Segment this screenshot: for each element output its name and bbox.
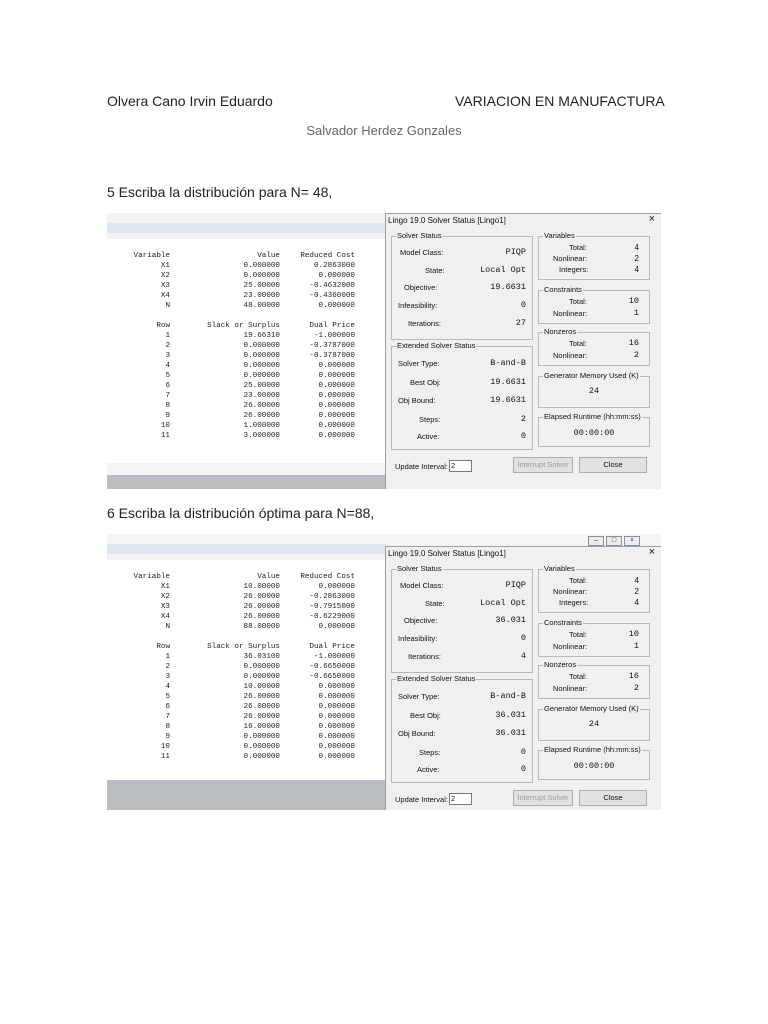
- variable-value: 88.00000: [243, 623, 280, 631]
- reduced-cost-value: 0.000000: [318, 623, 355, 631]
- row-number: 8: [165, 402, 170, 410]
- nonzeros-nonlinear-value: 2: [633, 683, 639, 693]
- slack-value: 25.00000: [243, 382, 280, 390]
- dialog-title: Lingo 19.0 Solver Status [Lingo1]: [388, 216, 506, 225]
- active-value: 0: [520, 764, 526, 774]
- close-button[interactable]: Close: [579, 790, 647, 806]
- iterations-label: Iterations:: [408, 652, 441, 661]
- state-label: State:: [425, 266, 445, 275]
- nonzeros-group: [538, 660, 650, 699]
- model-class-label: Model Class:: [400, 248, 444, 257]
- variable-value: 48.00000: [243, 302, 280, 310]
- solver-status-group: [391, 564, 533, 673]
- row-number: 7: [165, 713, 170, 721]
- slack-value: 0.000000: [243, 352, 280, 360]
- model-class-value: PIQP: [505, 247, 526, 257]
- variables-nonlinear-label: Nonlinear:: [553, 587, 588, 596]
- slack-value: 23.00000: [243, 392, 280, 400]
- slack-value: 0.000000: [243, 673, 280, 681]
- group-label: Constraints: [544, 285, 582, 294]
- solver-type-value: B-and-B: [490, 691, 526, 701]
- variable-row: [107, 602, 385, 612]
- group-label: Solver Status: [397, 231, 442, 240]
- variable-value: 0.000000: [243, 262, 280, 270]
- elapsed-runtime-value: 00:00:00: [573, 761, 615, 771]
- best-obj-label: Best Obj:: [410, 378, 441, 387]
- close-icon[interactable]: ×: [648, 546, 655, 558]
- nonzeros-total-value: 16: [628, 338, 639, 348]
- dual-price-value: 0.000000: [318, 372, 355, 380]
- slack-value: 19.66310: [243, 332, 280, 340]
- steps-value: 0: [520, 747, 526, 757]
- variable-name: X4: [160, 613, 170, 621]
- reduced-cost-value: 0.2863000: [313, 262, 355, 270]
- variables-integers-label: Integers:: [559, 598, 589, 607]
- constraints-total-label: Total:: [569, 297, 587, 306]
- constraint-row: [107, 732, 385, 742]
- close-icon[interactable]: ×: [624, 536, 640, 546]
- constraint-row: [107, 652, 385, 662]
- constraint-row: [107, 411, 385, 421]
- steps-label: Steps:: [419, 415, 441, 424]
- constraints-nonlinear-value: 1: [633, 308, 639, 318]
- dual-price-column-header: Dual Price: [309, 322, 355, 330]
- dual-price-value: -0.3787000: [309, 342, 355, 350]
- nonzeros-group: [538, 327, 650, 366]
- screenshot-n48: [107, 213, 661, 489]
- solution-report: [107, 239, 385, 463]
- group-label: Elapsed Runtime (hh:mm:ss): [544, 412, 641, 421]
- nonzeros-total-label: Total:: [569, 672, 587, 681]
- generator-memory-group: [538, 371, 650, 408]
- objective-label: Objective:: [404, 616, 438, 625]
- constraint-row: [107, 351, 385, 361]
- constraint-row: [107, 401, 385, 411]
- group-label: Extended Solver Status: [397, 341, 476, 350]
- group-label: Generator Memory Used (K): [544, 371, 639, 380]
- variable-value: 0.000000: [243, 272, 280, 280]
- row-number: 1: [165, 653, 170, 661]
- variables-integers-value: 4: [634, 265, 639, 274]
- slack-value: 26.00000: [243, 693, 280, 701]
- group-label: Variables: [544, 231, 575, 240]
- group-label: Variables: [544, 564, 575, 573]
- row-number: 11: [160, 432, 170, 440]
- row-number: 3: [165, 673, 170, 681]
- student-name: Olvera Cano Irvin Eduardo: [107, 93, 273, 109]
- variable-value: 25.00000: [243, 282, 280, 290]
- group-label: Nonzeros: [544, 660, 577, 669]
- variable-column-header: Variable: [133, 252, 170, 260]
- dual-price-value: -0.6650000: [309, 673, 355, 681]
- active-label: Active:: [417, 432, 440, 441]
- variable-name: X1: [160, 583, 170, 591]
- best-obj-value: 36.031: [495, 710, 526, 720]
- nonzeros-total-value: 16: [628, 671, 639, 681]
- variable-row: [107, 612, 385, 622]
- variable-header-row: [107, 572, 385, 582]
- dual-price-value: 0.000000: [318, 362, 355, 370]
- constraint-row: [107, 712, 385, 722]
- update-interval-input[interactable]: 2: [449, 460, 472, 472]
- iterations-label: Iterations:: [408, 319, 441, 328]
- variables-group: [538, 231, 650, 280]
- reduced-cost-value: 0.000000: [318, 583, 355, 591]
- row-number: 10: [160, 743, 170, 751]
- variable-name: X2: [160, 593, 170, 601]
- elapsed-runtime-value: 00:00:00: [573, 428, 615, 438]
- teacher-name: Salvador Herdez Gonzales: [306, 123, 462, 138]
- constraint-row: [107, 662, 385, 672]
- infeasibility-label: Infeasibility:: [398, 634, 438, 643]
- constraint-row: [107, 431, 385, 441]
- slack-column-header: Slack or Surplus: [207, 322, 280, 330]
- row-number: 9: [165, 412, 170, 420]
- interrupt-solver-button[interactable]: Interrupt Solver: [513, 790, 573, 806]
- slack-value: 16.00000: [243, 723, 280, 731]
- objective-label: Objective:: [404, 283, 438, 292]
- constraints-group: [538, 618, 650, 657]
- dual-price-value: -1.000000: [313, 332, 355, 340]
- group-label: Nonzeros: [544, 327, 577, 336]
- dual-price-value: 0.000000: [318, 703, 355, 711]
- row-number: 6: [165, 382, 170, 390]
- window-controls: [588, 536, 640, 546]
- solution-report: [107, 560, 385, 784]
- slack-value: 36.03100: [243, 653, 280, 661]
- slack-value: 26.00000: [243, 412, 280, 420]
- row-number: 5: [165, 693, 170, 701]
- obj-bound-value: 19.6631: [490, 395, 526, 405]
- constraints-total-label: Total:: [569, 630, 587, 639]
- dual-price-column-header: Dual Price: [309, 643, 355, 651]
- variable-name: N: [165, 623, 170, 631]
- constraint-row: [107, 752, 385, 762]
- variable-name: X1: [160, 262, 170, 270]
- dual-price-value: 0.000000: [318, 713, 355, 721]
- row-number: 2: [165, 663, 170, 671]
- group-label: Extended Solver Status: [397, 674, 476, 683]
- slack-value: 0.000000: [243, 663, 280, 671]
- solver-status-group: [391, 231, 533, 340]
- reduced-cost-value: 0.000000: [318, 302, 355, 310]
- slack-value: 0.000000: [243, 743, 280, 751]
- value-column-header: Value: [257, 252, 280, 260]
- update-interval-label: Update Interval:: [395, 795, 448, 804]
- dual-price-value: 0.000000: [318, 402, 355, 410]
- slack-value: 26.00000: [243, 402, 280, 410]
- active-value: 0: [520, 431, 526, 441]
- constraint-row: [107, 672, 385, 682]
- row-column-header: Row: [156, 643, 170, 651]
- reduced-cost-value: -0.6229000: [309, 613, 355, 621]
- value-column-header: Value: [257, 573, 280, 581]
- group-label: Generator Memory Used (K): [544, 704, 639, 713]
- elapsed-runtime-group: [538, 745, 650, 780]
- group-label: Solver Status: [397, 564, 442, 573]
- slack-column-header: Slack or Surplus: [207, 643, 280, 651]
- variable-value: 26.00000: [243, 603, 280, 611]
- dual-price-value: 0.000000: [318, 693, 355, 701]
- constraint-row: [107, 361, 385, 371]
- variables-group: [538, 564, 650, 613]
- course-title: VARIACION EN MANUFACTURA: [455, 93, 665, 109]
- best-obj-label: Best Obj:: [410, 711, 441, 720]
- model-class-value: PIQP: [505, 580, 526, 590]
- dual-price-value: -0.6650000: [309, 663, 355, 671]
- infeasibility-value: 0: [520, 633, 526, 643]
- constraint-row: [107, 371, 385, 381]
- constraints-nonlinear-label: Nonlinear:: [553, 642, 588, 651]
- reduced-cost-column-header: Reduced Cost: [300, 252, 355, 260]
- title-band: [107, 223, 387, 233]
- row-header-row: [107, 642, 385, 652]
- reduced-cost-value: -0.4632000: [309, 282, 355, 290]
- dual-price-value: 0.000000: [318, 723, 355, 731]
- state-value: Local Opt: [480, 598, 526, 608]
- slack-value: 0.000000: [243, 753, 280, 761]
- row-number: 8: [165, 723, 170, 731]
- variable-row: [107, 281, 385, 291]
- slack-value: 0.000000: [243, 733, 280, 741]
- slack-value: 0.000000: [243, 372, 280, 380]
- variable-name: X2: [160, 272, 170, 280]
- row-number: 2: [165, 342, 170, 350]
- nonzeros-total-label: Total:: [569, 339, 587, 348]
- variable-value: 26.00000: [243, 613, 280, 621]
- infeasibility-value: 0: [520, 300, 526, 310]
- constraint-row: [107, 722, 385, 732]
- solver-type-label: Solver Type:: [398, 359, 440, 368]
- slack-value: 3.000000: [243, 432, 280, 440]
- row-header-row: [107, 321, 385, 331]
- constraint-row: [107, 742, 385, 752]
- dual-price-value: 0.000000: [318, 422, 355, 430]
- state-value: Local Opt: [480, 265, 526, 275]
- screenshot-n88: [107, 534, 661, 810]
- solver-status-dialog: [385, 213, 661, 489]
- constraint-row: [107, 391, 385, 401]
- variable-row: [107, 261, 385, 271]
- constraint-row: [107, 421, 385, 431]
- variables-total-label: Total:: [569, 243, 587, 252]
- variable-row: [107, 592, 385, 602]
- dual-price-value: 0.000000: [318, 743, 355, 751]
- generator-memory-value: 24: [588, 386, 600, 396]
- variable-row: [107, 271, 385, 281]
- group-label: Constraints: [544, 618, 582, 627]
- dual-price-value: 0.000000: [318, 432, 355, 440]
- row-column-header: Row: [156, 322, 170, 330]
- solver-type-value: B-and-B: [490, 358, 526, 368]
- row-number: 1: [165, 332, 170, 340]
- active-label: Active:: [417, 765, 440, 774]
- variables-nonlinear-value: 2: [634, 587, 639, 596]
- slack-value: 1.000000: [243, 422, 280, 430]
- row-number: 10: [160, 422, 170, 430]
- slack-value: 26.00000: [243, 713, 280, 721]
- variable-name: X3: [160, 282, 170, 290]
- slack-value: 0.000000: [243, 342, 280, 350]
- solver-status-dialog: [385, 546, 661, 810]
- variables-integers-label: Integers:: [559, 265, 589, 274]
- reduced-cost-value: -0.7915000: [309, 603, 355, 611]
- constraints-total-value: 10: [628, 629, 639, 639]
- nonzeros-nonlinear-value: 2: [633, 350, 639, 360]
- variable-name: X3: [160, 603, 170, 611]
- variable-name: X4: [160, 292, 170, 300]
- row-number: 11: [160, 753, 170, 761]
- constraints-nonlinear-value: 1: [633, 641, 639, 651]
- reduced-cost-value: 0.000000: [318, 272, 355, 280]
- generator-memory-group: [538, 704, 650, 741]
- reduced-cost-value: -0.2863000: [309, 593, 355, 601]
- row-number: 4: [165, 362, 170, 370]
- maximize-icon[interactable]: □: [606, 536, 622, 546]
- constraint-row: [107, 331, 385, 341]
- nonzeros-nonlinear-label: Nonlinear:: [553, 684, 588, 693]
- constraints-total-value: 10: [628, 296, 639, 306]
- extended-solver-status-group: [391, 674, 533, 783]
- dual-price-value: 0.000000: [318, 733, 355, 741]
- iterations-value: 4: [520, 651, 526, 661]
- variables-integers-value: 4: [634, 598, 639, 607]
- variable-name: N: [165, 302, 170, 310]
- variable-row: [107, 622, 385, 632]
- dual-price-value: 0.000000: [318, 683, 355, 691]
- update-interval-input[interactable]: 2: [449, 793, 472, 805]
- row-number: 9: [165, 733, 170, 741]
- constraints-nonlinear-label: Nonlinear:: [553, 309, 588, 318]
- variable-value: 26.00000: [243, 593, 280, 601]
- steps-value: 2: [520, 414, 526, 424]
- iterations-value: 27: [515, 318, 526, 328]
- model-class-label: Model Class:: [400, 581, 444, 590]
- obj-bound-label: Obj Bound:: [398, 729, 436, 738]
- extended-solver-status-group: [391, 341, 533, 450]
- minimize-icon[interactable]: –: [588, 536, 604, 546]
- constraint-row: [107, 702, 385, 712]
- objective-value: 36.031: [495, 615, 526, 625]
- variables-total-label: Total:: [569, 576, 587, 585]
- dialog-title: Lingo 19.0 Solver Status [Lingo1]: [388, 549, 506, 558]
- group-label: Elapsed Runtime (hh:mm:ss): [544, 745, 641, 754]
- close-button[interactable]: Close: [579, 457, 647, 473]
- reduced-cost-value: -0.4360000: [309, 292, 355, 300]
- slack-value: 10.00000: [243, 683, 280, 691]
- variable-value: 10.00000: [243, 583, 280, 591]
- constraints-group: [538, 285, 650, 324]
- slack-value: 0.000000: [243, 362, 280, 370]
- variables-total-value: 4: [634, 243, 639, 252]
- reduced-cost-column-header: Reduced Cost: [300, 573, 355, 581]
- obj-bound-value: 36.031: [495, 728, 526, 738]
- constraint-row: [107, 341, 385, 351]
- dual-price-value: -0.3787000: [309, 352, 355, 360]
- variable-header-row: [107, 251, 385, 261]
- variable-row: [107, 582, 385, 592]
- row-number: 3: [165, 352, 170, 360]
- objective-value: 19.6631: [490, 282, 526, 292]
- dual-price-value: -1.000000: [313, 653, 355, 661]
- dual-price-value: 0.000000: [318, 412, 355, 420]
- close-icon[interactable]: ×: [648, 213, 655, 225]
- steps-label: Steps:: [419, 748, 441, 757]
- constraint-row: [107, 682, 385, 692]
- row-number: 7: [165, 392, 170, 400]
- title-band: [107, 544, 387, 554]
- nonzeros-nonlinear-label: Nonlinear:: [553, 351, 588, 360]
- variables-total-value: 4: [634, 576, 639, 585]
- dual-price-value: 0.000000: [318, 382, 355, 390]
- row-number: 4: [165, 683, 170, 691]
- variable-column-header: Variable: [133, 573, 170, 581]
- variables-nonlinear-label: Nonlinear:: [553, 254, 588, 263]
- solver-type-label: Solver Type:: [398, 692, 440, 701]
- elapsed-runtime-group: [538, 412, 650, 447]
- constraint-row: [107, 381, 385, 391]
- infeasibility-label: Infeasibility:: [398, 301, 438, 310]
- question-5-heading: 5 Escriba la distribución para N= 48,: [107, 184, 333, 200]
- variable-row: [107, 301, 385, 311]
- variable-row: [107, 291, 385, 301]
- update-interval-label: Update Interval:: [395, 462, 448, 471]
- row-number: 6: [165, 703, 170, 711]
- slack-value: 26.00000: [243, 703, 280, 711]
- generator-memory-value: 24: [588, 719, 600, 729]
- question-6-heading: 6 Escriba la distribución óptima para N=88,: [107, 505, 375, 521]
- dual-price-value: 0.000000: [318, 753, 355, 761]
- best-obj-value: 19.6631: [490, 377, 526, 387]
- variables-nonlinear-value: 2: [634, 254, 639, 263]
- constraint-row: [107, 692, 385, 702]
- interrupt-solver-button[interactable]: Interrupt Solver: [513, 457, 573, 473]
- row-number: 5: [165, 372, 170, 380]
- variable-value: 23.00000: [243, 292, 280, 300]
- state-label: State:: [425, 599, 445, 608]
- obj-bound-label: Obj Bound:: [398, 396, 436, 405]
- dual-price-value: 0.000000: [318, 392, 355, 400]
